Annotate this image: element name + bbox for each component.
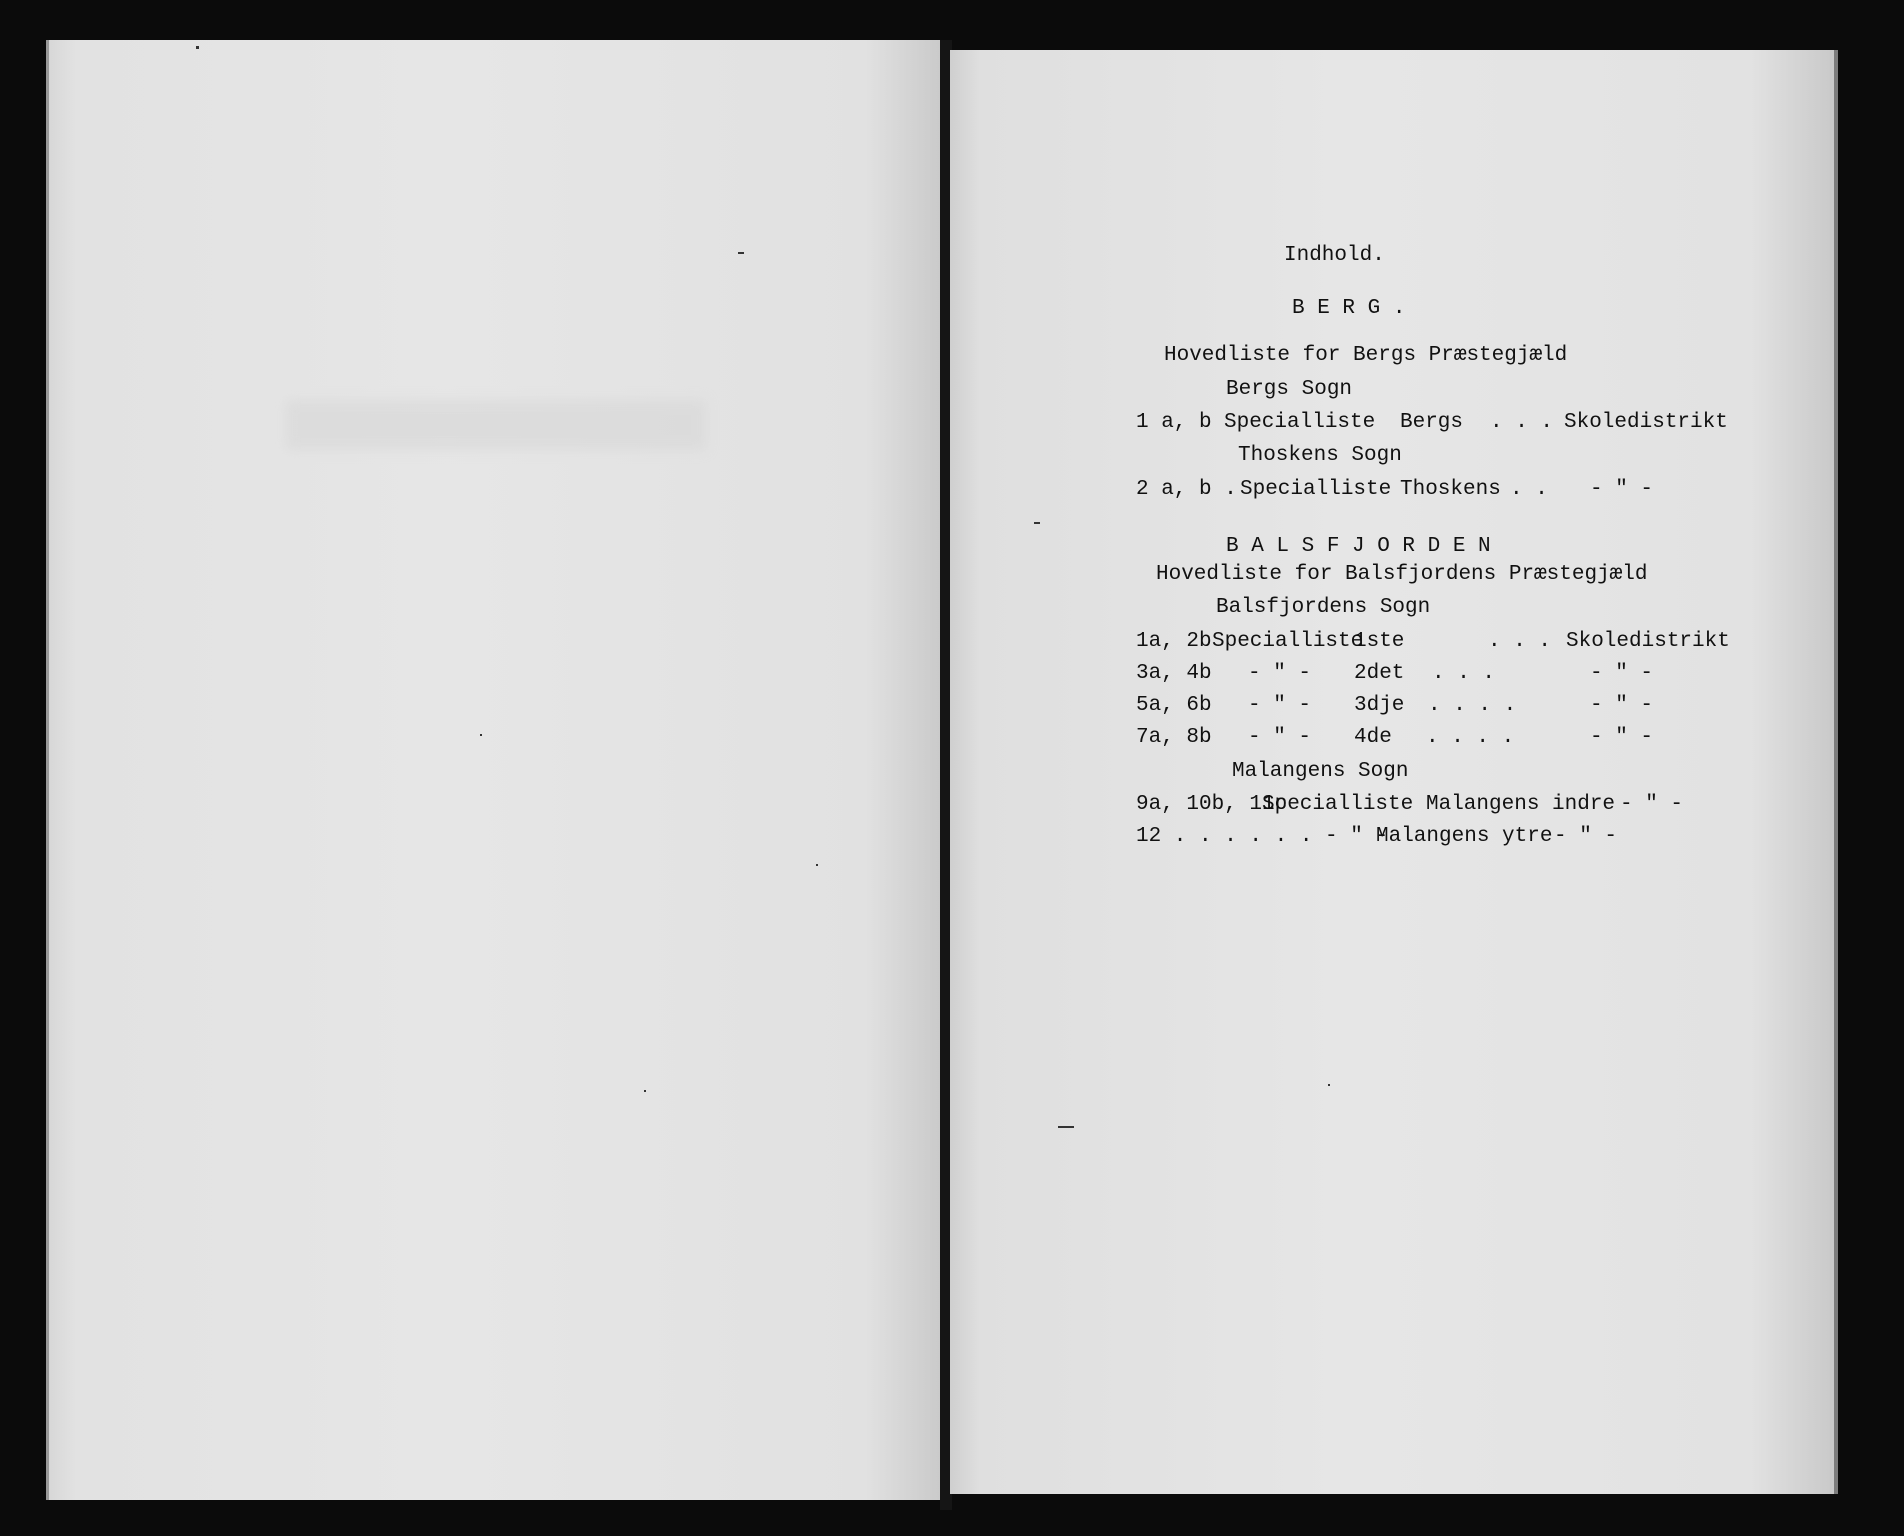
- entry-dots: . . . .: [1428, 694, 1517, 717]
- entry-district: - " -: [1590, 478, 1654, 501]
- entry-place: 1ste: [1354, 630, 1405, 653]
- entry-refs: 2 a, b .: [1136, 478, 1237, 501]
- entry-place: 2det: [1354, 662, 1405, 685]
- entry-district: Skoledistrikt: [1564, 411, 1728, 434]
- section-heading-balsfjorden: B A L S F J O R D E N: [1226, 535, 1491, 558]
- entry-place: Thoskens: [1400, 478, 1501, 501]
- left-page-edge: [46, 40, 49, 1500]
- left-page-blank: [46, 40, 944, 1500]
- entry-place: Malangens ytre: [1376, 825, 1553, 848]
- entry-place: 3dje: [1354, 694, 1405, 717]
- entry-refs: 7a, 8b: [1136, 726, 1212, 749]
- entry-refs: 1 a, b: [1136, 411, 1212, 434]
- entry-type: - " -: [1248, 662, 1312, 685]
- speck: [1058, 1126, 1074, 1128]
- entry-refs: 5a, 6b: [1136, 694, 1212, 717]
- entry-place: Malangens indre: [1426, 793, 1616, 816]
- entry-refs: 1a, 2b: [1136, 630, 1212, 653]
- entry-refs: 9a, 10b, 11c: [1136, 793, 1288, 816]
- entry-district: - " -: [1590, 694, 1654, 717]
- entry-dots: . .: [1510, 478, 1548, 501]
- entry-type: - " -: [1248, 726, 1312, 749]
- speck: [480, 734, 482, 736]
- speck: [738, 252, 744, 254]
- entry-type: Specialliste: [1240, 478, 1392, 501]
- bleed-through-mark: [286, 400, 706, 450]
- entry-district: - " -: [1554, 825, 1618, 848]
- entry-place: 4de: [1354, 726, 1392, 749]
- entry-type: Specialliste: [1224, 411, 1376, 434]
- speck: [1034, 522, 1040, 524]
- entry-dots: . . .: [1432, 662, 1496, 685]
- table-of-contents: [950, 50, 1730, 1499]
- main-list-berg: Hovedliste for Bergs Præstegjæld: [1164, 344, 1568, 367]
- entry-type: Specialliste: [1262, 793, 1414, 816]
- speck: [196, 46, 199, 49]
- speck: [644, 1090, 646, 1092]
- parish-balsfjordens-sogn: Balsfjordens Sogn: [1216, 596, 1431, 619]
- entry-district: Skoledistrikt: [1566, 630, 1730, 653]
- toc-title: Indhold.: [1284, 244, 1385, 267]
- entry-refs: 3a, 4b: [1136, 662, 1212, 685]
- entry-dots: . . .: [1488, 630, 1552, 653]
- entry-dots: . . .: [1490, 411, 1554, 434]
- entry-refs: 12 . . . . . . - " -: [1136, 825, 1389, 848]
- speck: [816, 864, 818, 866]
- entry-type: Specialliste: [1212, 630, 1364, 653]
- parish-thoskens-sogn: Thoskens Sogn: [1238, 444, 1402, 467]
- speck: [1328, 1084, 1330, 1086]
- parish-malangens-sogn: Malangens Sogn: [1232, 760, 1409, 783]
- entry-type: - " -: [1248, 694, 1312, 717]
- entry-district: - " -: [1590, 662, 1654, 685]
- right-page-contents: [950, 50, 1838, 1494]
- entry-place: Bergs: [1400, 411, 1464, 434]
- entry-dots: . . . .: [1426, 726, 1515, 749]
- main-list-balsfjorden: Hovedliste for Balsfjordens Præstegjæld: [1156, 563, 1648, 586]
- entry-district: - " -: [1620, 793, 1684, 816]
- parish-bergs-sogn: Bergs Sogn: [1226, 378, 1353, 401]
- section-heading-berg: B E R G .: [1292, 297, 1406, 320]
- right-page-edge: [1834, 50, 1838, 1494]
- entry-district: - " -: [1590, 726, 1654, 749]
